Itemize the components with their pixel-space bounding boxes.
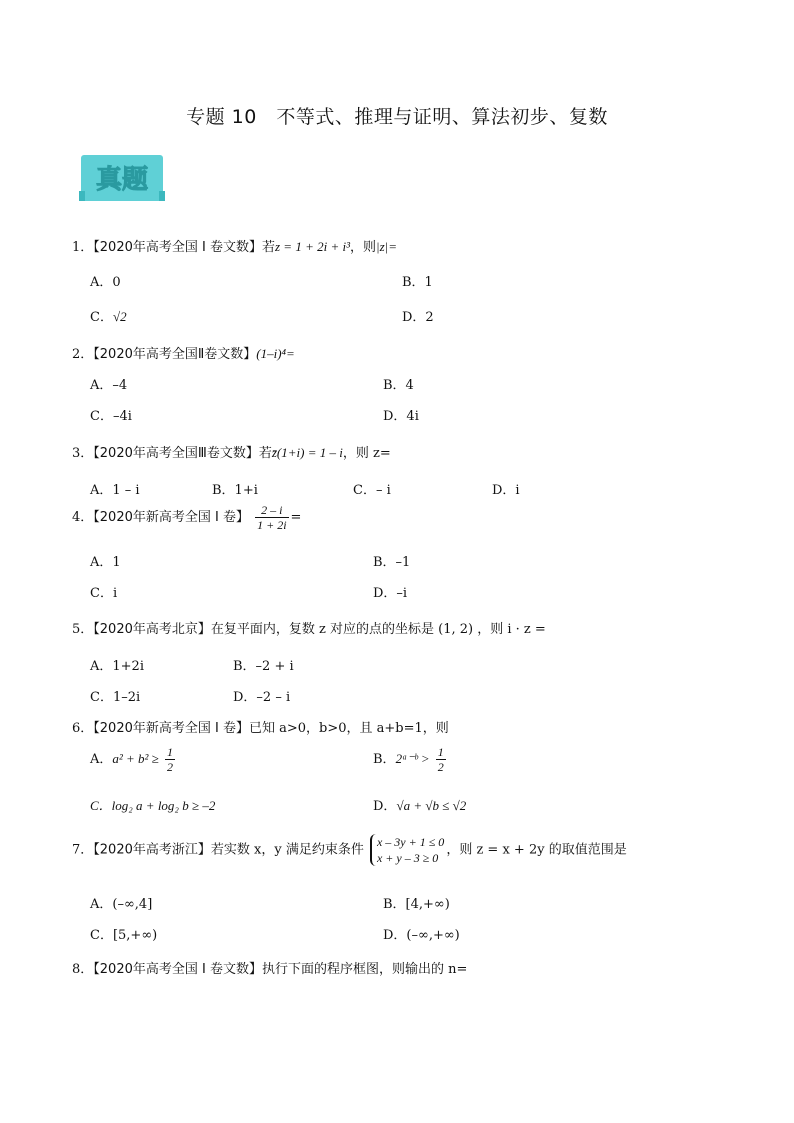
question-4: 4．【2020年新高考全国 I 卷】 $\frac{2 - i}{1 + 2i}$ = <box>72 503 302 532</box>
q6-option-d: D．√a + √b ≤ √2 <box>373 798 467 814</box>
q1-option-a: A．0 <box>90 275 121 290</box>
q4-option-b: B．–1 <box>373 555 411 570</box>
page-title: 专题 10 不等式、推理与证明、算法初步、复数 <box>186 106 608 128</box>
q3-option-c: C．– i <box>353 483 391 498</box>
q1-option-d: D．2 <box>402 310 434 325</box>
q6-option-a: A．a² + b² ≥ $\frac{1}{2}$ <box>90 745 173 774</box>
q4-fraction: $\frac{2 - i}{1 + 2i}$ <box>257 503 287 532</box>
q6-option-c: C．log₂ a + log₂ b ≥ –2 <box>90 798 216 813</box>
q7-constraint-system: x – 3y + 1 ≤ 0 x + y – 3 ≥ 0 <box>370 834 444 866</box>
q6-option-b: B．2ᵃ⁻ᵇ > $\frac{1}{2}$ <box>373 745 444 774</box>
question-8: 8．【2020年高考全国 I 卷文数】执行下面的程序框图，则输出的 n= <box>72 962 468 977</box>
question-7: 7．【2020年高考浙江】若实数 x，y 满足约束条件 x – 3y + 1 ≤ 0 x + y – 3 ≥ 0，则 z = x + 2y 的取值范围是 <box>72 835 627 865</box>
q5-option-c: C．1–2i <box>90 690 141 705</box>
q2-option-a: A．–4 <box>90 378 128 393</box>
question-5: 5．【2020年高考北京】在复平面内，复数 z 对应的点的坐标是 (1, 2) ，则 i · z = <box>72 622 546 637</box>
q7-option-c: C．[5,+∞) <box>90 928 158 943</box>
question-3: 3．【2020年高考全国Ⅲ卷文数】若z̄(1+i) = 1 – i，则 z= <box>72 445 391 461</box>
question-2: 2．【2020年高考全国Ⅱ卷文数】(1–i)⁴= <box>72 346 295 362</box>
q7-option-a: A．(–∞,4] <box>90 897 153 912</box>
q5-option-a: A．1+2i <box>90 659 144 674</box>
q2-option-c: C．–4i <box>90 409 132 424</box>
q5-option-d: D．–2 – i <box>233 690 291 705</box>
q3-option-a: A．1 – i <box>90 483 140 498</box>
q4-option-c: C．i <box>90 586 118 601</box>
q7-option-b: B．[4,+∞) <box>383 897 450 912</box>
badge-text: 真题 <box>95 165 149 195</box>
q3-option-b: B．1+i <box>212 483 258 498</box>
q1-option-c: C．√2 <box>90 309 127 325</box>
q2-option-b: B．4 <box>383 378 414 393</box>
q4-option-a: A．1 <box>90 555 121 570</box>
q2-option-d: D．4i <box>383 409 419 424</box>
question-6: 6．【2020年新高考全国 I 卷】已知 a>0，b>0，且 a+b=1，则 <box>72 721 449 736</box>
question-1: 1．【2020年高考全国 I 卷文数】若z = 1 + 2i + i³，则|z|= <box>72 239 397 255</box>
q1-option-b: B．1 <box>402 275 433 290</box>
zhenti-badge-icon <box>79 153 165 203</box>
q7-option-d: D．(–∞,+∞) <box>383 928 460 943</box>
q3-option-d: D．i <box>492 483 520 498</box>
q4-option-d: D．–i <box>373 586 408 601</box>
q5-option-b: B．–2 + i <box>233 659 294 674</box>
